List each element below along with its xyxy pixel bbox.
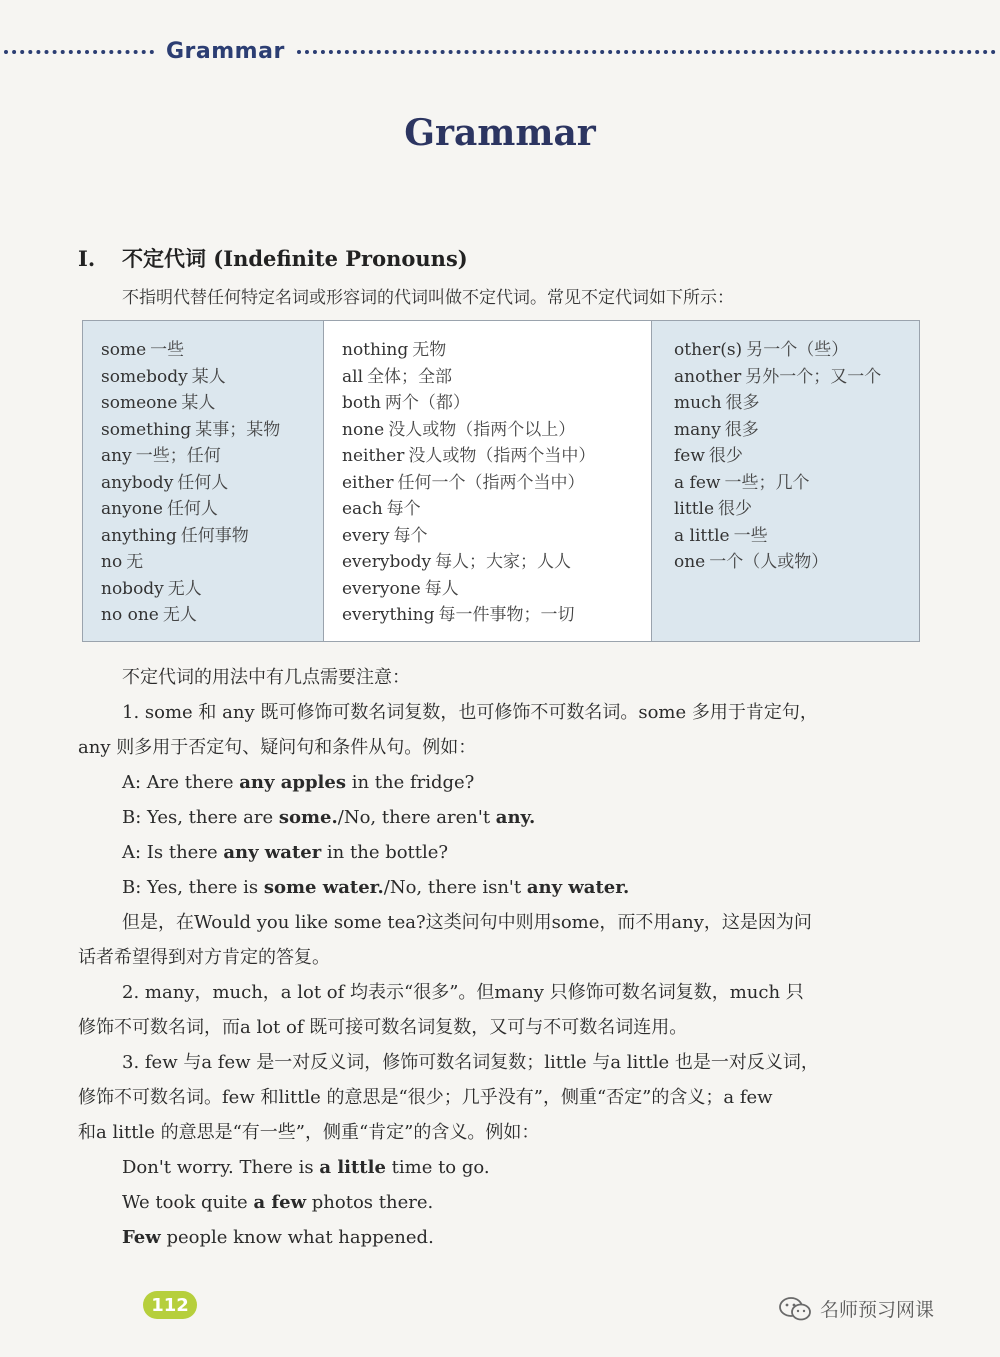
pronoun-entry bbox=[101, 523, 323, 550]
header-dots-right bbox=[297, 50, 996, 54]
pronoun-meaning: 无物 bbox=[412, 340, 447, 360]
section-intro: 不指明代替任何特定名词或形容词的代词叫做不定代词。常见不定代词如下所示： bbox=[122, 288, 734, 308]
pronoun-meaning: 一些 bbox=[733, 525, 768, 546]
pronoun-entry bbox=[101, 549, 323, 576]
pronoun-meaning: 无人 bbox=[167, 578, 202, 599]
pronoun-word: both bbox=[342, 393, 381, 413]
example-text: photos there. bbox=[306, 1192, 434, 1213]
example-emphasis: any. bbox=[495, 807, 536, 828]
note-2-line-2: 修饰不可数名词，而a lot of 既可接可数名词复数，又可与不可数名词连用。 bbox=[78, 1017, 688, 1038]
pronoun-entry bbox=[342, 390, 651, 417]
pronoun-entry bbox=[101, 364, 323, 391]
pronoun-entry bbox=[342, 602, 651, 629]
pronoun-entry bbox=[342, 549, 651, 576]
pronoun-entry bbox=[674, 523, 919, 550]
example-text: people know what happened. bbox=[160, 1227, 434, 1248]
example-sentence bbox=[78, 1185, 940, 1220]
pronoun-meaning: 两个（都） bbox=[384, 393, 470, 413]
pronoun-meaning: 没人或物（指两个以上） bbox=[388, 419, 576, 440]
pronoun-word: some bbox=[101, 340, 147, 360]
pronoun-entry bbox=[342, 470, 651, 497]
pronoun-meaning: 无 bbox=[126, 552, 144, 572]
note-1-line-2: any 则多用于否定句、疑问句和条件从句。例如： bbox=[78, 737, 477, 758]
example-sentence bbox=[78, 870, 940, 905]
page-title: Grammar bbox=[404, 112, 596, 154]
pronoun-meaning: 任何事物 bbox=[180, 525, 249, 546]
pronoun-word: nothing bbox=[342, 340, 409, 360]
example-text: We took quite bbox=[122, 1192, 254, 1213]
pronoun-word: a little bbox=[674, 525, 730, 546]
example-emphasis: any water bbox=[223, 842, 322, 863]
example-emphasis: any apples bbox=[239, 772, 346, 793]
pronoun-meaning: 任何一个（指两个当中） bbox=[397, 472, 585, 493]
pronoun-word: many bbox=[674, 419, 721, 440]
pronoun-meaning: 很多 bbox=[724, 419, 759, 440]
pronoun-entry bbox=[101, 470, 323, 497]
pronoun-meaning: 没人或物（指两个当中） bbox=[408, 446, 596, 466]
notes-body bbox=[78, 660, 940, 1255]
pronoun-word: every bbox=[342, 525, 390, 546]
example-text: A: Is there bbox=[122, 842, 224, 863]
pronoun-word: something bbox=[101, 419, 192, 440]
pronoun-entry bbox=[101, 337, 323, 364]
pronoun-meaning: 每个 bbox=[386, 499, 421, 519]
pronoun-column-2 bbox=[324, 321, 652, 641]
pronoun-meaning: 任何人 bbox=[177, 472, 229, 493]
pronoun-entry bbox=[342, 443, 651, 470]
running-header bbox=[0, 36, 1000, 66]
pronoun-word: other(s) bbox=[674, 340, 743, 360]
example-text: A: Are there bbox=[122, 772, 240, 793]
pronoun-entry bbox=[674, 549, 919, 576]
watermark-text: 名师预习网课 bbox=[820, 1299, 935, 1321]
pronoun-meaning: 任何人 bbox=[166, 499, 218, 519]
pronoun-word: somebody bbox=[101, 366, 188, 387]
pronoun-word: no bbox=[101, 552, 123, 572]
pronoun-word: all bbox=[342, 366, 364, 387]
example-text: in the fridge? bbox=[345, 772, 475, 793]
examples-some-any bbox=[78, 765, 940, 905]
pronoun-entry bbox=[342, 496, 651, 523]
pronoun-entry bbox=[674, 337, 919, 364]
example-emphasis: a little bbox=[319, 1157, 386, 1178]
pronoun-meaning: 一些；任何 bbox=[135, 446, 221, 466]
example-sentence bbox=[78, 1220, 940, 1255]
pronoun-word: everything bbox=[342, 605, 435, 625]
pronoun-meaning: 某人 bbox=[181, 393, 216, 413]
pronoun-word: everybody bbox=[342, 552, 432, 572]
pronoun-word: a few bbox=[674, 472, 721, 493]
pronoun-meaning: 一个（人或物） bbox=[709, 552, 829, 572]
pronoun-meaning: 很多 bbox=[725, 393, 760, 413]
example-text: B: Yes, there are bbox=[122, 807, 279, 828]
examples-few-little bbox=[78, 1150, 940, 1255]
example-sentence bbox=[78, 1150, 940, 1185]
running-header-title: Grammar bbox=[166, 38, 285, 64]
pronoun-word: neither bbox=[342, 446, 405, 466]
pronoun-column-3 bbox=[652, 321, 919, 641]
example-emphasis: some water. bbox=[263, 877, 384, 898]
note-3-line-3: 和a little 的意思是“有一些”，侧重“肯定”的含义。例如： bbox=[78, 1122, 540, 1143]
wechat-icon bbox=[778, 1296, 812, 1322]
section-number: I. bbox=[78, 246, 96, 271]
pronoun-word: little bbox=[674, 499, 715, 519]
pronoun-entry bbox=[101, 443, 323, 470]
pronoun-entry bbox=[101, 602, 323, 629]
pronoun-entry bbox=[342, 576, 651, 603]
example-emphasis: any water. bbox=[526, 877, 630, 898]
pronoun-word: anybody bbox=[101, 472, 174, 493]
pronoun-word: anyone bbox=[101, 499, 163, 519]
pronoun-entry bbox=[101, 390, 323, 417]
section-title: 不定代词 (Indefinite Pronouns) bbox=[122, 246, 468, 271]
example-text: /No, there isn't bbox=[383, 877, 527, 898]
example-text: in the bottle? bbox=[321, 842, 449, 863]
pronoun-word: everyone bbox=[342, 578, 421, 599]
pronoun-word: much bbox=[674, 393, 722, 413]
pronoun-entry bbox=[342, 364, 651, 391]
pronoun-entry bbox=[342, 523, 651, 550]
pronoun-entry bbox=[674, 364, 919, 391]
pronoun-entry bbox=[101, 496, 323, 523]
pronoun-word: anything bbox=[101, 525, 177, 546]
header-dots-left bbox=[4, 50, 154, 54]
pronoun-entry bbox=[674, 443, 919, 470]
pronoun-table bbox=[82, 320, 920, 642]
example-text: /No, there aren't bbox=[337, 807, 496, 828]
pronoun-meaning: 某事；某物 bbox=[195, 419, 281, 440]
example-text: Don't worry. There is bbox=[122, 1157, 320, 1178]
pronoun-word: nobody bbox=[101, 578, 164, 599]
pronoun-column-1 bbox=[83, 321, 324, 641]
example-sentence bbox=[78, 835, 940, 870]
pronoun-meaning: 另一个（些） bbox=[746, 340, 849, 360]
pronoun-meaning: 很少 bbox=[708, 446, 743, 466]
example-text: B: Yes, there is bbox=[122, 877, 264, 898]
pronoun-word: none bbox=[342, 419, 385, 440]
pronoun-entry bbox=[674, 390, 919, 417]
pronoun-meaning: 每人 bbox=[424, 578, 459, 599]
page-number-badge: 112 bbox=[143, 1291, 197, 1319]
note-1-line-1: 1. some 和 any 既可修饰可数名词复数，也可修饰不可数名词。some 多用于肯定句， bbox=[122, 702, 818, 723]
pronoun-word: any bbox=[101, 446, 132, 466]
pronoun-meaning: 某人 bbox=[191, 366, 226, 387]
note-2-line-1: 2. many，much，a lot of 均表示“很多”。但many 只修饰可数名词复数，much 只 bbox=[122, 982, 804, 1003]
example-text: time to go. bbox=[385, 1157, 490, 1178]
example-emphasis: Few bbox=[122, 1227, 161, 1248]
note-1b-line-1: 但是，在Would you like some tea?这类问句中则用some，而不用any，这是因为问 bbox=[122, 912, 812, 933]
pronoun-word: few bbox=[674, 446, 705, 466]
pronoun-meaning: 每人；大家；人人 bbox=[435, 552, 572, 572]
example-sentence bbox=[78, 800, 940, 835]
pronoun-word: no one bbox=[101, 605, 159, 625]
pronoun-entry bbox=[674, 470, 919, 497]
pronoun-meaning: 全体；全部 bbox=[367, 366, 453, 387]
pronoun-word: one bbox=[674, 552, 706, 572]
example-sentence bbox=[78, 765, 940, 800]
pronoun-entry bbox=[342, 337, 651, 364]
pronoun-meaning: 另外一个；又一个 bbox=[745, 366, 882, 387]
pronoun-meaning: 一些 bbox=[150, 340, 185, 360]
pronoun-word: each bbox=[342, 499, 383, 519]
pronoun-word: another bbox=[674, 366, 742, 387]
pronoun-meaning: 每一件事物；一切 bbox=[438, 605, 575, 625]
pronoun-meaning: 一些；几个 bbox=[724, 472, 810, 493]
note-1b-line-2: 话者希望得到对方肯定的答复。 bbox=[78, 947, 330, 968]
pronoun-entry bbox=[674, 417, 919, 444]
pronoun-entry bbox=[101, 576, 323, 603]
pronoun-meaning: 很少 bbox=[718, 499, 753, 519]
pronoun-entry bbox=[101, 417, 323, 444]
pronoun-meaning: 无人 bbox=[162, 605, 197, 625]
pronoun-entry bbox=[674, 496, 919, 523]
pronoun-entry bbox=[342, 417, 651, 444]
notes-lead: 不定代词的用法中有几点需要注意： bbox=[122, 667, 410, 688]
pronoun-word: someone bbox=[101, 393, 178, 413]
pronoun-meaning: 每个 bbox=[393, 525, 428, 546]
note-3-line-1: 3. few 与a few 是一对反义词，修饰可数名词复数；little 与a little 也是一对反义词， bbox=[122, 1052, 819, 1073]
watermark bbox=[778, 1295, 934, 1322]
note-3-line-2: 修饰不可数名词。few 和little 的意思是“很少；几乎没有”，侧重“否定”的含义；a few bbox=[78, 1087, 773, 1108]
example-emphasis: some. bbox=[278, 807, 338, 828]
section-heading bbox=[78, 243, 468, 273]
pronoun-word: either bbox=[342, 472, 394, 493]
example-emphasis: a few bbox=[253, 1192, 307, 1213]
